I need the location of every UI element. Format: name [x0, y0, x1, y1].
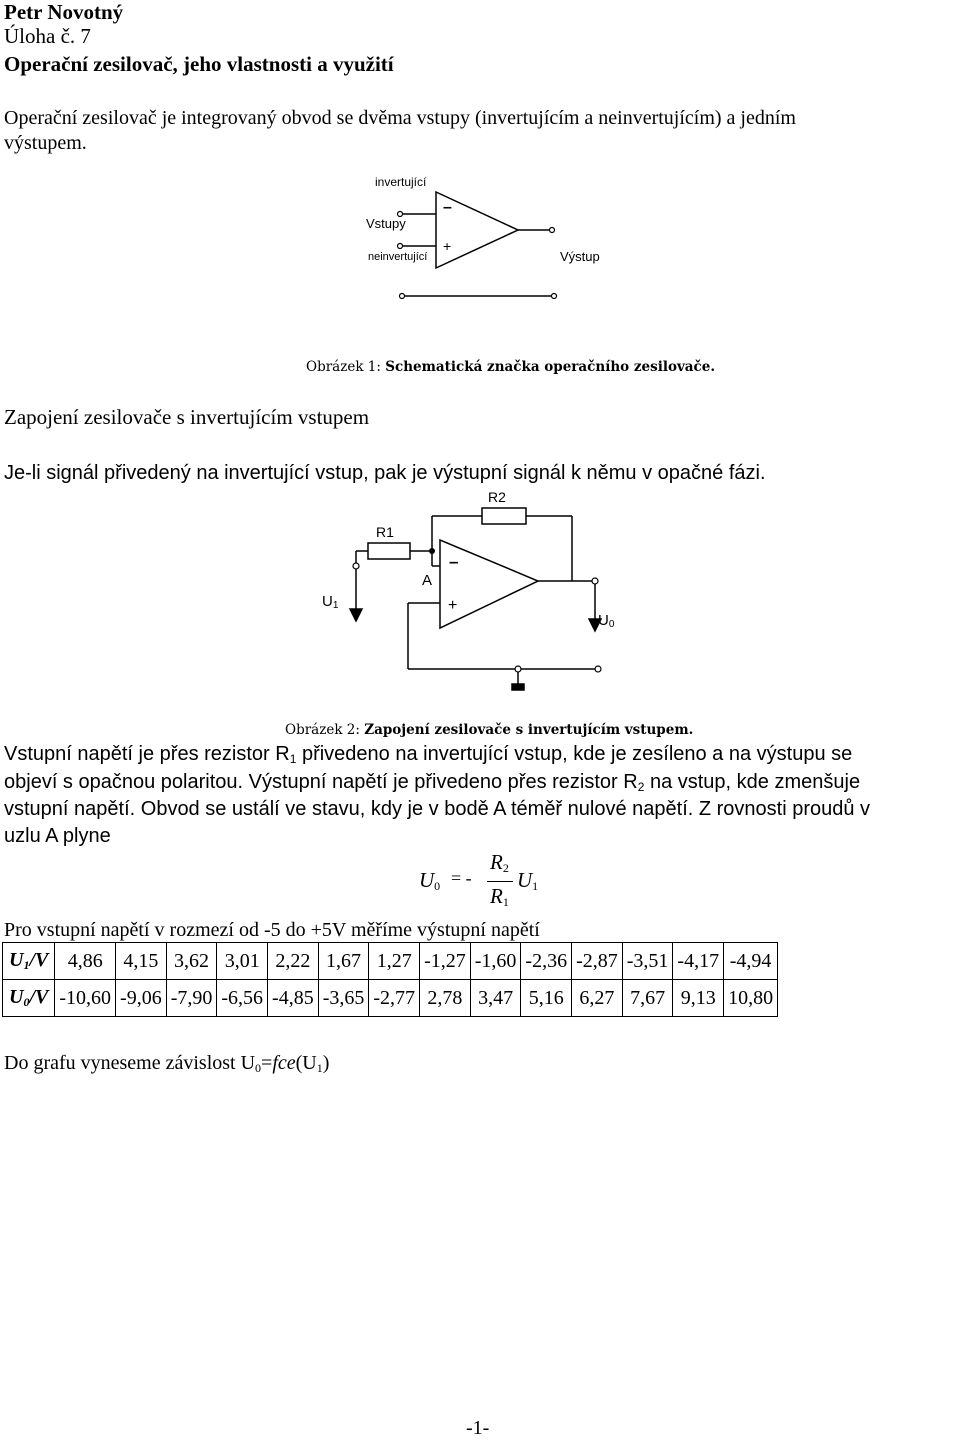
input-terminal-noninverting — [398, 244, 403, 249]
label-r2: R2 — [488, 489, 506, 505]
formula-rhs: $U_1$ — [517, 868, 539, 893]
table-cell: 5,16 — [521, 980, 572, 1017]
table-cell: 1,67 — [318, 943, 369, 980]
table-cell: 2,22 — [268, 943, 319, 980]
page-number: -1- — [466, 1417, 490, 1439]
ground-symbol — [512, 684, 524, 690]
formula-fraction-bar — [487, 881, 513, 882]
label-node-a: A — [422, 572, 433, 589]
figure-1-caption-prefix: Obrázek 1: — [306, 359, 381, 375]
ground-terminal-right-2 — [595, 666, 601, 672]
table-cell: -1,60 — [470, 943, 521, 980]
document-title: Operační zesilovač, jeho vlastnosti a využití — [4, 52, 394, 76]
u1-terminal — [353, 563, 359, 569]
table-cell: -9,06 — [116, 980, 167, 1017]
gain-formula — [415, 850, 565, 910]
formula-equals: = - — [451, 868, 472, 888]
section-heading: Zapojení zesilovače s invertujícím vstupem — [4, 405, 370, 429]
formula-lhs: $U_0$ — [419, 868, 441, 893]
table-cell: -6,56 — [217, 980, 268, 1017]
explanation-line-3: vstupní napětí. Obvod se ustálí ve stavu, kdy je v bodě A téměř nulové napětí. Z rovnosti proudů v — [4, 798, 871, 820]
section-text: Je-li signál přivedený na invertující vstup, pak je výstupní signál k němu v opačné fázi. — [4, 462, 766, 484]
opamp-symbol-diagram — [340, 170, 660, 310]
table-cell: -10,60 — [55, 980, 116, 1017]
table-cell: 4,15 — [116, 943, 167, 980]
resistor-r2 — [482, 508, 526, 524]
table-cell: -4,85 — [268, 980, 319, 1017]
formula-numerator: $R_2$ — [490, 850, 509, 875]
table-cell: -7,90 — [166, 980, 217, 1017]
table-cell: 6,27 — [572, 980, 623, 1017]
plus-sign-2: + — [448, 597, 458, 614]
output-terminal — [550, 228, 555, 233]
u1-arrow — [350, 609, 362, 621]
table-cell: -1,27 — [420, 943, 471, 980]
formula-denominator: $R_1$ — [490, 884, 509, 909]
intro-line-1: Operační zesilovač je integrovaný obvod se dvěma vstupy (invertujícím a neinvertujícím) a jedním — [4, 107, 796, 129]
figure-2-caption — [285, 722, 693, 738]
table-cell: -2,36 — [521, 943, 572, 980]
table-row-u1 — [3, 943, 778, 980]
table-cell: 4,86 — [55, 943, 116, 980]
table-cell: 10,80 — [724, 980, 778, 1017]
table-cell: 3,47 — [470, 980, 521, 1017]
u0-terminal — [592, 578, 598, 584]
explanation-line-1: Vstupní napětí je přes rezistor $R_1$ přivedeno na invertující vstup, kde je zesíleno a na výstupu se — [4, 743, 853, 766]
table-cell: -2,87 — [572, 943, 623, 980]
inverting-amplifier-diagram — [310, 485, 650, 710]
row-header-u1: $U_1/V$ — [3, 943, 55, 980]
minus-sign-2: – — [449, 552, 459, 571]
intro-line-2: výstupem. — [4, 132, 87, 154]
explanation-line-4: uzlu A plyne — [4, 825, 111, 847]
resistor-r1 — [368, 543, 410, 559]
label-u0: U0 — [598, 612, 615, 630]
table-cell: -3,65 — [318, 980, 369, 1017]
table-cell: 9,13 — [673, 980, 724, 1017]
author-name: Petr Novotný — [4, 0, 124, 24]
measurement-table — [2, 942, 778, 1017]
ground-node — [515, 666, 521, 672]
minus-sign: – — [443, 199, 452, 216]
table-cell: -4,17 — [673, 943, 724, 980]
row-header-u0: $U_0/V$ — [3, 980, 55, 1017]
node-a-dot — [429, 548, 435, 554]
table-cell: 3,01 — [217, 943, 268, 980]
label-vstupy: Vstupy — [366, 216, 406, 231]
ground-terminal-right — [552, 294, 557, 299]
table-row-u0 — [3, 980, 778, 1017]
label-r1: R1 — [376, 524, 394, 540]
figure-2-caption-prefix: Obrázek 2: — [285, 722, 360, 738]
figure-1-caption — [306, 359, 715, 375]
table-cell: -3,51 — [622, 943, 673, 980]
ground-terminal-left — [400, 294, 405, 299]
table-cell: 7,67 — [622, 980, 673, 1017]
table-cell: 2,78 — [420, 980, 471, 1017]
table-cell: -4,94 — [724, 943, 778, 980]
graph-instruction: Do grafu vyneseme závislost $U_0=fce(U_1)$ — [4, 1052, 330, 1075]
explanation-line-2: objeví s opačnou polaritou. Výstupní napětí je přivedeno přes rezistor $R_2$ na vstup, kde zmenšuje — [4, 771, 861, 794]
task-number: Úloha č. 7 — [4, 24, 91, 48]
label-vystup: Výstup — [560, 249, 600, 264]
table-cell: -2,77 — [369, 980, 420, 1017]
measure-text: Pro vstupní napětí v rozmezí od -5 do +5V měříme výstupní napětí — [4, 919, 540, 941]
label-neinvertujici: neinvertující — [368, 251, 428, 263]
label-invertujici: invertující — [375, 175, 427, 189]
label-u1: U1 — [322, 593, 339, 611]
table-cell: 3,62 — [166, 943, 217, 980]
table-cell: 1,27 — [369, 943, 420, 980]
figure-1-caption-text: Schematická značka operačního zesilovače. — [385, 359, 716, 375]
plus-sign: + — [443, 238, 452, 254]
figure-2-caption-text: Zapojení zesilovače s invertujícím vstupem. — [364, 722, 694, 738]
